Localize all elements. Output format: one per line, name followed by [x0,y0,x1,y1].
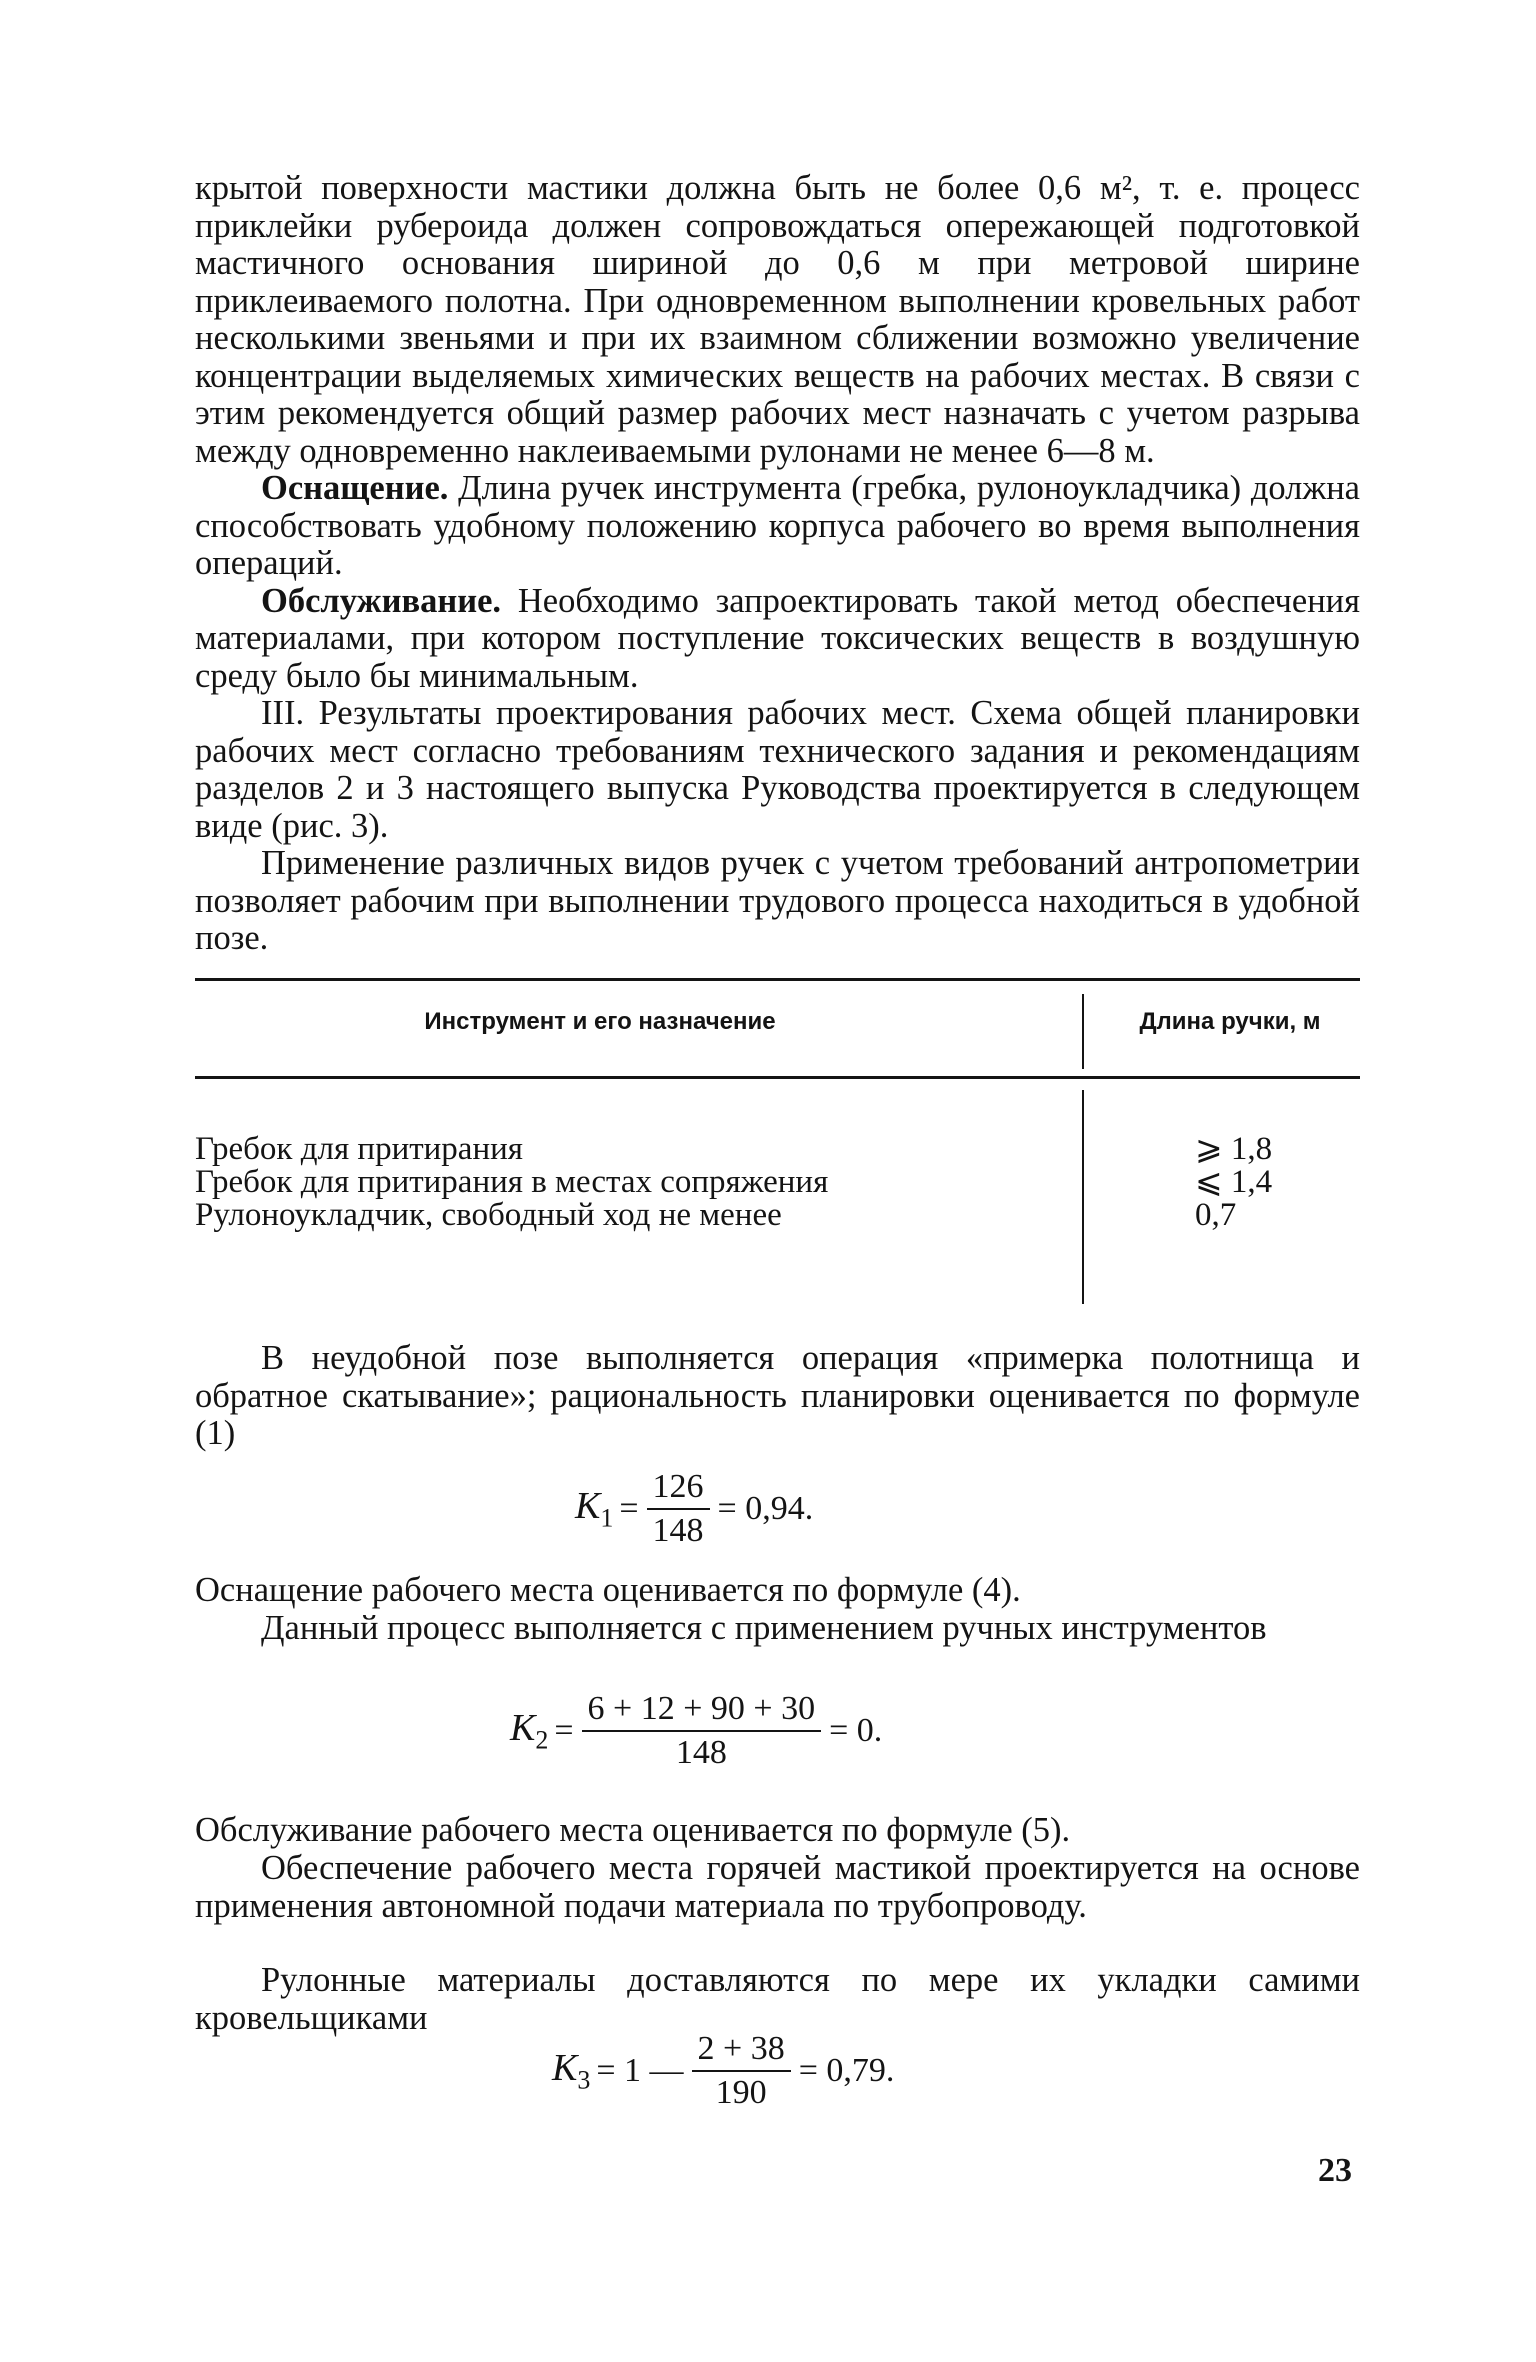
formula-k3-fraction [692,2030,791,2112]
formula-k3-denominator: 190 [715,2074,767,2111]
text-block-top [195,170,1360,958]
formula-k3-numerator: 2 + 38 [692,2030,791,2072]
table-header-divider [1082,994,1084,1069]
equipment-label: Оснащение. [261,469,449,507]
formula-k2 [510,1690,882,1772]
formula-k2-denominator: 148 [675,1734,727,1771]
table-header-tool: Инструмент и его назначение [424,1008,776,1035]
formula-k2-lhs: $K_2$ [510,1707,549,1755]
equipment-text: Длина ручек инструмента (гребка, рулоноукладчика) должна способствовать удобному положению корпуса рабочего во время выполнения операций. [195,469,1360,582]
table-tool-column [195,1133,1075,1232]
table-body-divider [1082,1090,1084,1304]
paragraph-rolls: Рулонные материалы доставляются по мере их укладки самими кровельщиками [195,1961,1360,2037]
formula-k2-fraction [582,1690,822,1772]
table-top-rule [195,978,1360,981]
formula-k3-lhs: $K_3$ [552,2047,591,2095]
paragraph-results: III. Результаты проектирования рабочих мест. Схема общей планировки рабочих мест согласно требованиям технического задания и рекомендациям разделов 2 и 3 настоящего выпуска Руководства проектируется в следующем виде (рис. 3). [195,694,1360,845]
table-row-length: 0,7 [1195,1197,1237,1233]
formula-k1-result: = 0,94. [717,1490,814,1527]
table-row-length: ⩽ 1,4 [1195,1164,1273,1200]
formula-k3-prefix: = 1 — [596,2052,684,2089]
formula-k2-result: = 0. [829,1712,883,1749]
paragraph-equip-formula: Оснащение рабочего места оценивается по формуле (4). [195,1571,1021,1609]
table-length-column [1195,1133,1355,1232]
paragraph-supply: Обеспечение рабочего места горячей мастикой проектируется на основе применения автономной подачи материала по трубопроводу. [195,1849,1360,1925]
table-row-tool: Гребок для притирания в местах сопряжения [195,1164,829,1200]
formula-k3-result: = 0,79. [798,2052,895,2089]
formula-k1-numerator: 126 [647,1468,710,1510]
formula-k3 [552,2030,894,2112]
paragraph-service [195,583,1360,696]
formula-k1-fraction [647,1468,710,1550]
paragraph-process: Данный процесс выполняется с применением ручных инструментов [261,1609,1267,1647]
formula-k1 [575,1468,813,1550]
service-label: Обслуживание. [261,581,502,620]
handle-length-table [195,978,1360,1320]
formula-k1-prefix: = [619,1490,639,1527]
table-row-length: ⩾ 1,8 [1195,1131,1273,1167]
paragraph-handles: Применение различных видов ручек с учетом требований антропометрии позволяет рабочим при выполнении трудового процесса находиться в удобной позе. [195,844,1360,957]
table-row-tool: Гребок для притирания [195,1131,523,1167]
formula-k2-numerator: 6 + 12 + 90 + 30 [582,1690,822,1732]
formula-k1-denominator: 148 [652,1512,704,1549]
paragraph-service-formula: Обслуживание рабочего места оценивается по формуле (5). [195,1811,1071,1849]
table-header-length: Длина ручки, м [1139,1008,1321,1035]
formula-k2-prefix: = [554,1712,574,1749]
paragraph-pose: В неудобной позе выполняется операция «примерка полотнища и обратное скатывание»; рациональность планировки оценивается по формуле (1) [195,1339,1360,1452]
paragraph-equipment [195,470,1360,583]
paragraph-roofing: крытой поверхности мастики должна быть не более 0,6 м², т. е. процесс приклейки рубероида должен сопровождаться опережающей подготовкой мастичного основания шириной до 0,6 м при метровой ширине приклеиваемого полотна. При одновременном выполнении кровельных работ несколькими звеньями и при их взаимном сближении возможно увеличение концентрации выделяемых химических веществ на рабочих местах. В связи с этим рекомендуется общий размер рабочих мест назначать с учетом разрыва между одновременно наклеиваемыми рулонами не менее 6—8 м. [195,169,1360,470]
table-row-tool: Рулоноукладчик, свободный ход не менее [195,1197,782,1233]
page-number: 23 [1318,2152,1352,2189]
table-header-rule [195,1076,1360,1079]
formula-k1-lhs: $K_1$ [575,1485,614,1533]
service-text: Необходимо запроектировать такой метод обеспечения материалами, при котором поступление токсических веществ в воздушную среду было бы минимальным. [195,581,1360,695]
